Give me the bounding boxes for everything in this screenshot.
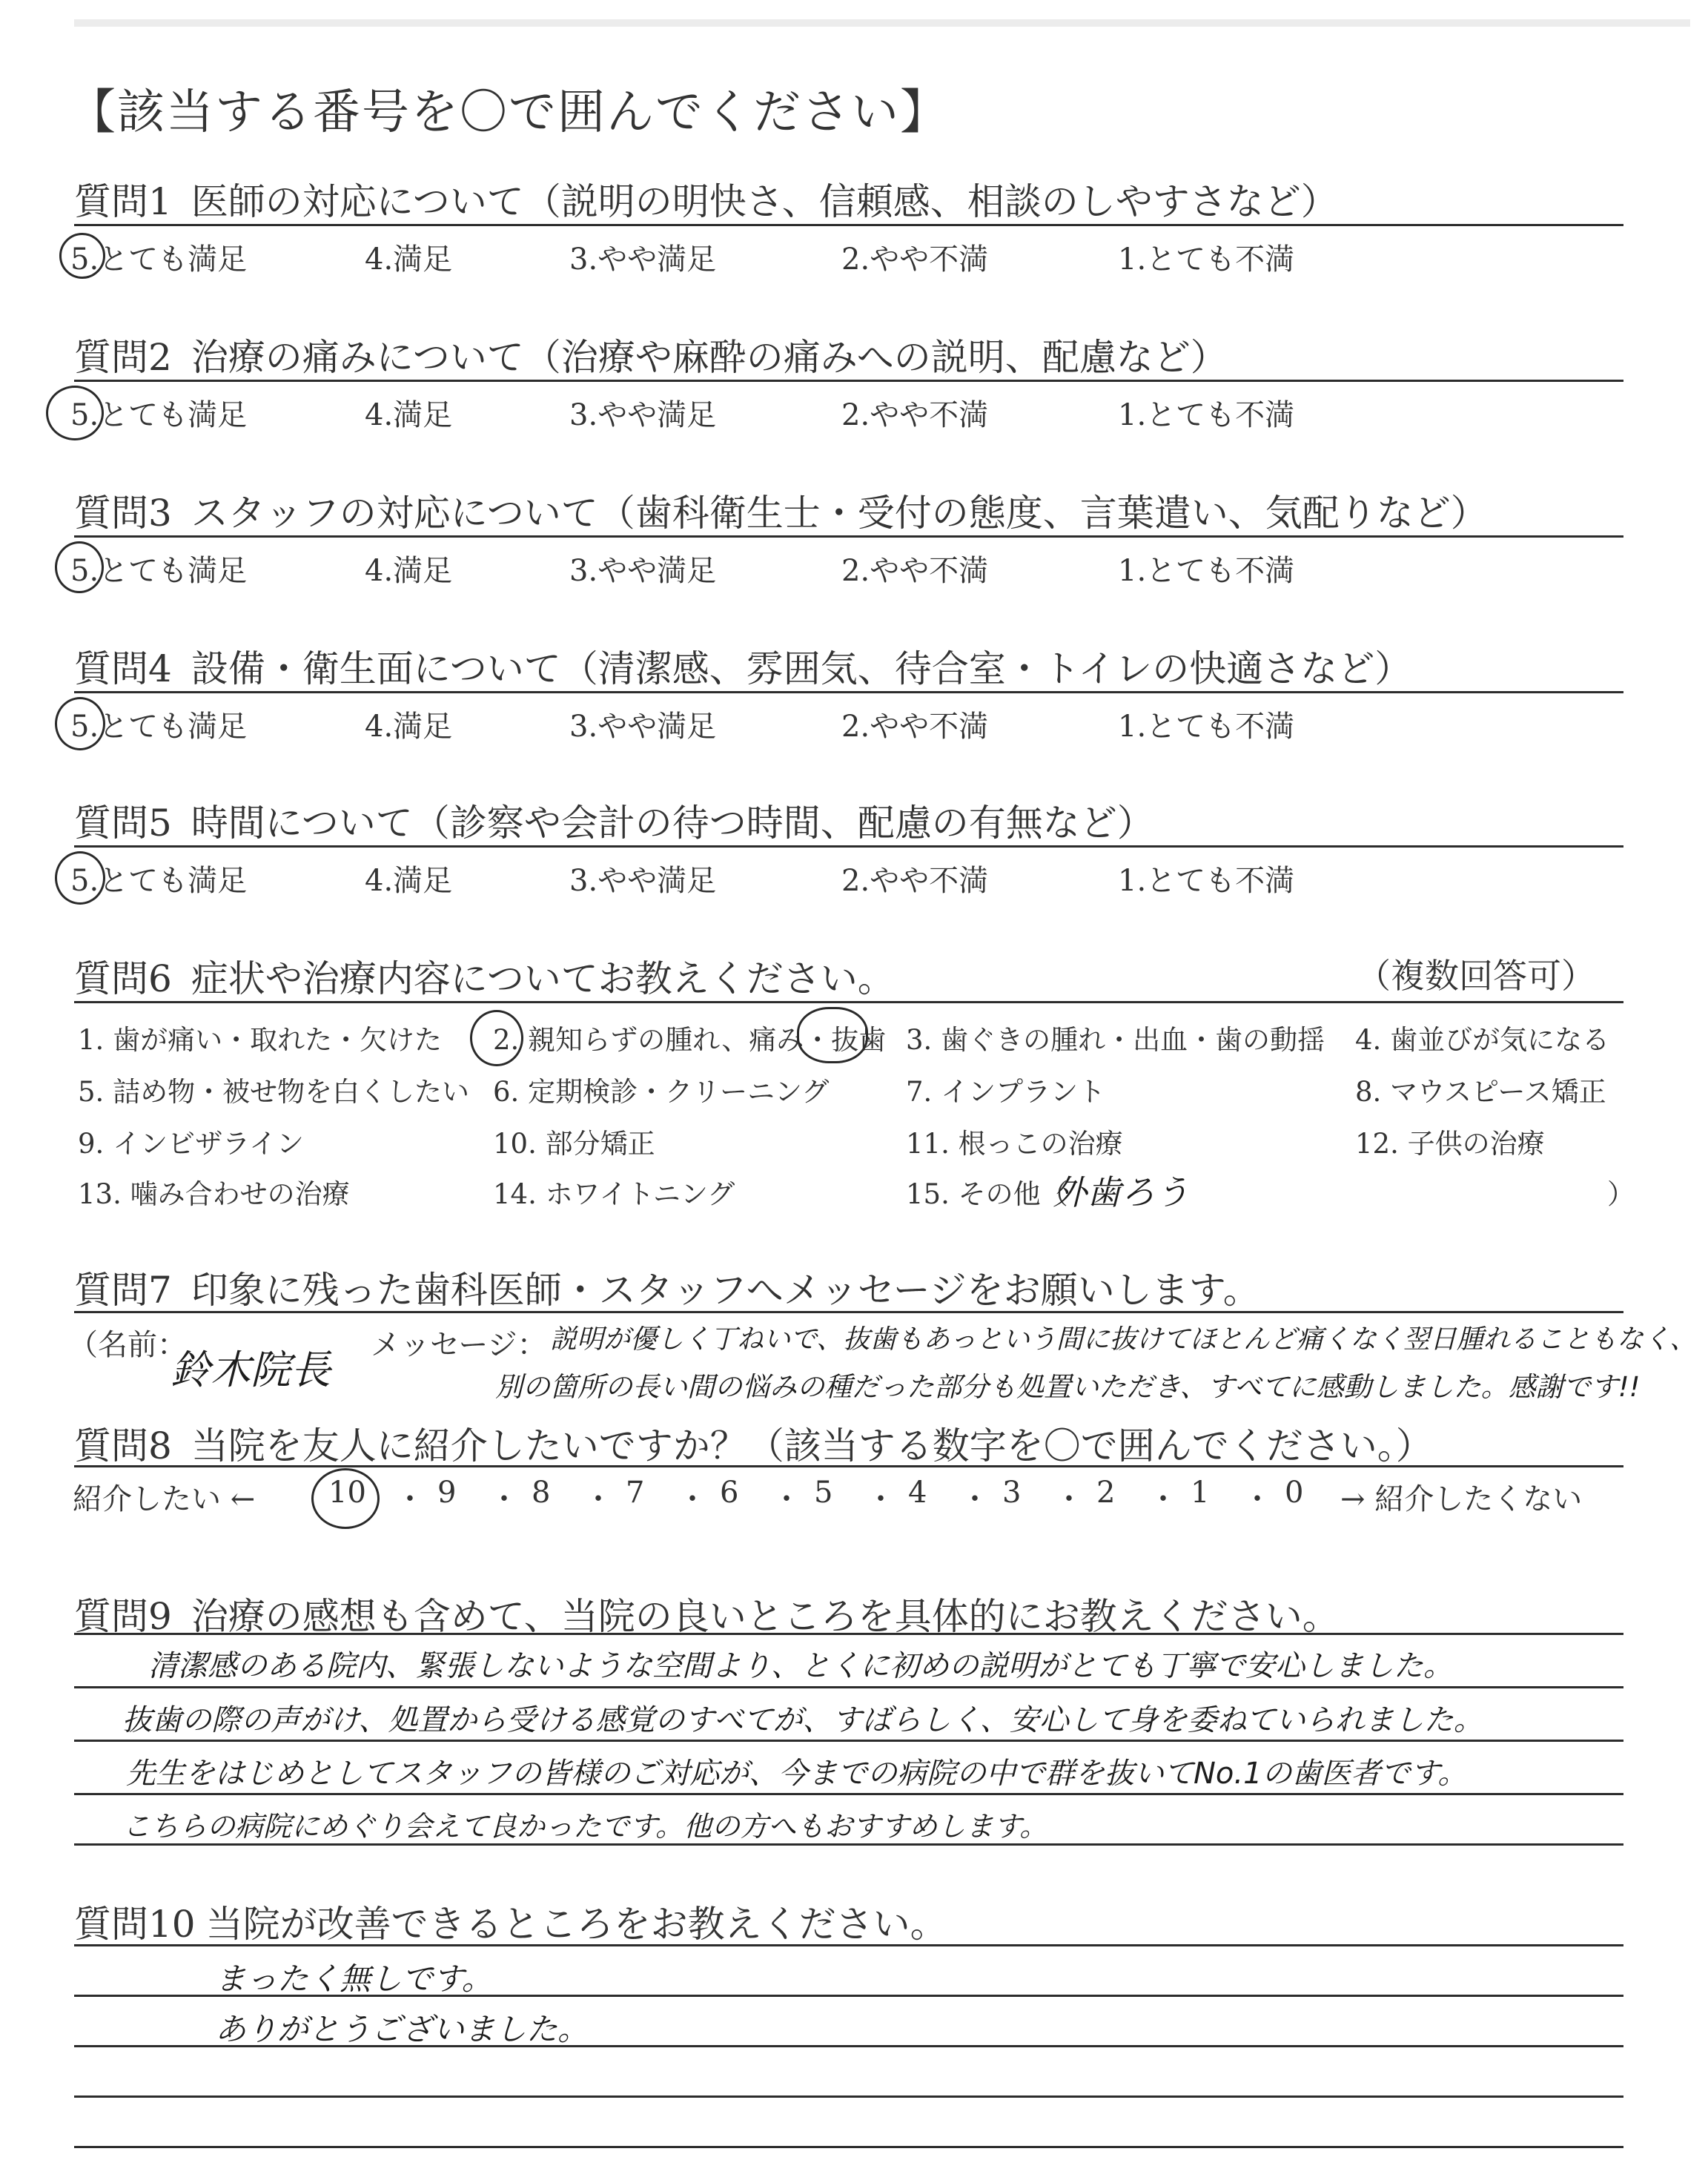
q2-option-3[interactable]: 3.やや満足 xyxy=(569,398,717,432)
q6-option-12[interactable]: 12. 子供の治療 xyxy=(1355,1128,1545,1160)
question-4-label: 質問4 xyxy=(74,647,172,690)
q5-option-5[interactable]: 5.とても満足 xyxy=(70,864,248,898)
question-1-text: 医師の対応について（説明の明快さ、信頼感、相談のしやすさなど） xyxy=(191,180,1338,223)
q3-option-5[interactable]: 5.とても満足 xyxy=(70,554,248,588)
q9-line-4: こちらの病院にめぐり会えて良かったです。他の方へもおすすめします。 xyxy=(122,1810,1048,1843)
q8-dot: ・ xyxy=(489,1482,519,1516)
q1-option-5[interactable]: 5.とても満足 xyxy=(70,242,248,277)
question-8-text: 当院を友人に紹介したいですか？（該当する数字を〇で囲んでください。） xyxy=(191,1424,1433,1467)
q8-right-label: → 紹介したくない xyxy=(1340,1482,1583,1516)
question-1-rule xyxy=(74,224,1623,226)
question-4-text: 設備・衛生面について（清潔感、雰囲気、待合室・トイレの快適さなど） xyxy=(191,647,1412,690)
question-7-text: 印象に残った歯科医師・スタッフへメッセージをお願いします。 xyxy=(191,1269,1260,1312)
q8-scale-5[interactable]: 5 xyxy=(814,1476,833,1510)
question-4 xyxy=(74,639,1411,693)
question-7-label: 質問7 xyxy=(74,1269,172,1312)
q3-option-3[interactable]: 3.やや満足 xyxy=(569,554,717,588)
q3-option-1[interactable]: 1.とても不満 xyxy=(1118,554,1295,588)
q8-dot: ・ xyxy=(395,1482,425,1516)
q2-option-5[interactable]: 5.とても満足 xyxy=(70,398,248,432)
q6-option-8[interactable]: 8. マウスピース矯正 xyxy=(1355,1076,1606,1108)
q2-selection-circle xyxy=(46,386,104,440)
question-2-rule xyxy=(74,380,1623,382)
q7-message-label: メッセージ： xyxy=(371,1328,547,1362)
q6-option-15[interactable]: 15. その他（ xyxy=(906,1178,1068,1210)
question-8 xyxy=(74,1416,1433,1470)
question-10-rule-0 xyxy=(74,1944,1623,1946)
q2-option-1[interactable]: 1.とても不満 xyxy=(1118,398,1295,432)
question-8-rule xyxy=(74,1465,1623,1467)
form-heading: 【該当する番号を〇で囲んでください】 xyxy=(68,85,949,140)
q1-option-2[interactable]: 2.やや不満 xyxy=(841,242,989,277)
question-9-rule-0 xyxy=(74,1633,1623,1635)
q3-option-4[interactable]: 4.満足 xyxy=(365,554,453,588)
q4-option-1[interactable]: 1.とても不満 xyxy=(1118,710,1295,744)
q5-option-2[interactable]: 2.やや不満 xyxy=(841,864,989,898)
q8-dot: ・ xyxy=(866,1482,896,1516)
question-6-text: 症状や治療内容についてお教えください。 xyxy=(191,957,895,1000)
q7-message-line-1: 説明が優しく丁ねいで、抜歯もあっという間に抜けてほとんど痛くなく翌日腫れることもなく、 xyxy=(550,1324,1697,1355)
question-10-rule-1 xyxy=(74,1995,1623,1997)
q6-option-4[interactable]: 4. 歯並びが気になる xyxy=(1355,1024,1610,1056)
question-5-rule xyxy=(74,845,1623,848)
q8-scale-1[interactable]: 1 xyxy=(1191,1476,1210,1510)
q6-option-15-close: ） xyxy=(1607,1178,1635,1210)
q4-option-2[interactable]: 2.やや不満 xyxy=(841,710,989,744)
question-6-rule xyxy=(74,1001,1623,1003)
q9-line-2: 抜歯の際の声がけ、処置から受ける感覚のすべてが、すばらしく、安心して身を委ねていられました。 xyxy=(122,1703,1483,1737)
question-5-text: 時間について（診察や会計の待つ時間、配慮の有無など） xyxy=(191,802,1154,845)
question-2-label: 質問2 xyxy=(74,336,172,379)
scan-top-edge xyxy=(74,19,1690,27)
q3-option-2[interactable]: 2.やや不満 xyxy=(841,554,989,588)
q3-selection-circle xyxy=(55,541,104,593)
question-3 xyxy=(74,483,1488,537)
q6-selection-circle-2 xyxy=(470,1010,523,1066)
question-9-rule-1 xyxy=(74,1686,1623,1688)
q2-option-4[interactable]: 4.満足 xyxy=(365,398,453,432)
question-6-label: 質問6 xyxy=(74,957,172,1000)
q2-option-2[interactable]: 2.やや不満 xyxy=(841,398,989,432)
q6-option-11[interactable]: 11. 根っこの治療 xyxy=(906,1128,1123,1160)
q8-scale-9[interactable]: 9 xyxy=(437,1476,457,1510)
q6-option-5[interactable]: 5. 詰め物・被せ物を白くしたい xyxy=(78,1076,470,1108)
question-10-label: 質問10 xyxy=(74,1903,196,1946)
question-7 xyxy=(74,1261,1260,1314)
q6-other-handwritten: 外歯ろう xyxy=(1053,1172,1189,1212)
q7-message-line-2: 別の箇所の長い間の悩みの種だった部分も処置いただき、すべてに感動しました。感謝です!! xyxy=(495,1371,1641,1403)
question-2 xyxy=(74,328,1228,381)
q6-option-14[interactable]: 14. ホワイトニング xyxy=(493,1178,735,1210)
question-9-rule-3 xyxy=(74,1793,1623,1795)
question-1 xyxy=(74,172,1338,225)
q8-scale-4[interactable]: 4 xyxy=(908,1476,927,1510)
q8-selection-circle xyxy=(311,1468,380,1529)
q4-option-5[interactable]: 5.とても満足 xyxy=(70,710,248,744)
question-9-text: 治療の感想も含めて、当院の良いところを具体的にお教えください。 xyxy=(191,1595,1340,1638)
q6-option-10[interactable]: 10. 部分矯正 xyxy=(493,1128,655,1160)
q9-line-3: 先生をはじめとしてスタッフの皆様のご対応が、今までの病院の中で群を抜いてNo.1の歯医者です。 xyxy=(126,1757,1468,1791)
q4-option-4[interactable]: 4.満足 xyxy=(365,710,453,744)
q6-option-7[interactable]: 7. インプラント xyxy=(906,1076,1106,1108)
question-7-rule xyxy=(74,1311,1623,1313)
q1-option-3[interactable]: 3.やや満足 xyxy=(569,242,717,277)
q10-line-1: まったく無しです。 xyxy=(215,1961,493,1997)
q6-selection-circle-tooth-extraction xyxy=(797,1007,868,1063)
q8-scale-3[interactable]: 3 xyxy=(1002,1476,1022,1510)
question-10-rule-3 xyxy=(74,2095,1623,2098)
q5-option-4[interactable]: 4.満足 xyxy=(365,864,453,898)
q8-scale-7[interactable]: 7 xyxy=(626,1476,645,1510)
q6-option-2[interactable]: 2. 親知らずの腫れ、痛み・抜歯 xyxy=(493,1024,887,1056)
question-10-rule-4 xyxy=(74,2146,1623,2148)
question-10-rule-2 xyxy=(74,2045,1623,2047)
q8-dot: ・ xyxy=(1148,1482,1178,1516)
q8-dot: ・ xyxy=(583,1482,613,1516)
question-9-label: 質問9 xyxy=(74,1595,172,1638)
q1-option-1[interactable]: 1.とても不満 xyxy=(1118,242,1295,277)
question-10-text: 当院が改善できるところをお教えください。 xyxy=(205,1903,947,1946)
q4-selection-circle xyxy=(55,697,105,750)
q5-option-3[interactable]: 3.やや満足 xyxy=(569,864,717,898)
question-1-label: 質問1 xyxy=(74,180,172,223)
q6-option-13[interactable]: 13. 噛み合わせの治療 xyxy=(78,1178,350,1210)
question-4-rule xyxy=(74,691,1623,693)
question-6-note: （複数回答可） xyxy=(1357,956,1595,996)
q8-dot: ・ xyxy=(1242,1482,1272,1516)
q6-option-3[interactable]: 3. 歯ぐきの腫れ・出血・歯の動揺 xyxy=(906,1024,1325,1056)
q8-scale-2[interactable]: 2 xyxy=(1096,1476,1116,1510)
question-9-rule-2 xyxy=(74,1740,1623,1742)
q8-dot: ・ xyxy=(960,1482,990,1516)
q5-option-1[interactable]: 1.とても不満 xyxy=(1118,864,1295,898)
question-3-text: スタッフの対応について（歯科衛生士・受付の態度、言葉遣い、気配りなど） xyxy=(191,492,1488,535)
question-3-label: 質問3 xyxy=(74,492,172,535)
q8-left-label: 紹介したい ← xyxy=(73,1482,256,1516)
q8-scale-6[interactable]: 6 xyxy=(720,1476,739,1510)
q6-option-9[interactable]: 9. インビザライン xyxy=(78,1128,304,1160)
q1-option-4[interactable]: 4.満足 xyxy=(365,242,453,277)
q8-dot: ・ xyxy=(1054,1482,1084,1516)
q8-dot: ・ xyxy=(678,1482,707,1516)
question-2-text: 治療の痛みについて（治療や麻酔の痛みへの説明、配慮など） xyxy=(191,336,1228,379)
question-8-label: 質問8 xyxy=(74,1424,172,1467)
q1-selection-circle xyxy=(59,233,105,279)
question-9-rule-4 xyxy=(74,1843,1623,1846)
q6-option-6[interactable]: 6. 定期検診・クリーニング xyxy=(493,1076,830,1108)
question-3-rule xyxy=(74,535,1623,538)
question-5-label: 質問5 xyxy=(74,802,172,845)
q10-line-2: ありがとうございました。 xyxy=(215,2011,589,2047)
question-6 xyxy=(74,949,895,1003)
q5-selection-circle xyxy=(55,851,105,905)
q8-scale-8[interactable]: 8 xyxy=(532,1476,551,1510)
q8-scale-10[interactable]: 10 xyxy=(328,1476,366,1510)
question-5 xyxy=(74,793,1154,847)
q9-line-1: 清潔感のある院内、緊張しないような空間より、とくに初めの説明がとても丁寧で安心しました。 xyxy=(148,1649,1453,1683)
q7-name-label: （名前： xyxy=(68,1328,187,1362)
q4-option-3[interactable]: 3.やや満足 xyxy=(569,710,717,744)
q6-option-1[interactable]: 1. 歯が痛い・取れた・欠けた xyxy=(78,1024,443,1056)
q8-scale-0[interactable]: 0 xyxy=(1285,1476,1304,1510)
q7-name-handwritten: 鈴木院長 xyxy=(171,1347,331,1393)
q8-dot: ・ xyxy=(772,1482,801,1516)
question-10 xyxy=(74,1895,947,1948)
